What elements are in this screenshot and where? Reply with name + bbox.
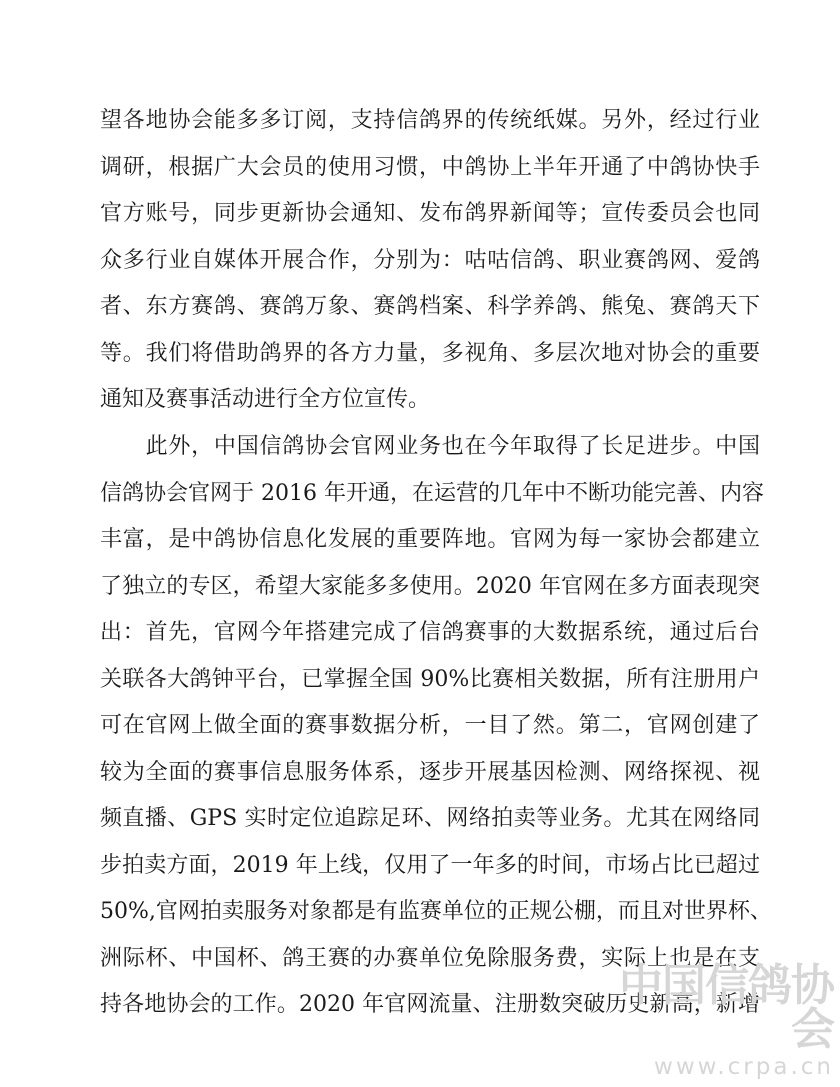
paragraph-1 <box>100 98 760 424</box>
text-line: 调研，根据广大会员的使用习惯，中鸽协上半年开通了中鸽协快手 <box>100 154 760 180</box>
text-line: 此外，中国信鸽协会官网业务也在今年取得了长足进步。中国 <box>100 434 760 459</box>
text-line: 出：首先，官网今年搭建完成了信鸽赛事的大数据系统，通过后台 <box>100 620 760 645</box>
text-line: 频直播、GPS 实时定位追踪足环、网络拍卖等业务。尤其在网络同 <box>100 806 760 831</box>
site-watermark <box>614 960 834 1080</box>
text-line: 通知及赛事活动进行全方位宣传。 <box>100 387 431 412</box>
text-line: 可在官网上做全面的赛事数据分析，一目了然。第二，官网创建了 <box>100 713 760 738</box>
text-line: 洲际杯、中国杯、鸽王赛的办赛单位免除服务费，实际上也是在支 <box>100 945 760 971</box>
text-line: 官方账号，同步更新协会通知、发布鸽界新闻等；宣传委员会也同 <box>100 201 760 226</box>
text-line: 了独立的专区，希望大家能多多使用。2020 年官网在多方面表现突 <box>100 573 760 599</box>
text-line: 步拍卖方面，2019 年上线，仅用了一年多的时间，市场占比已超过 <box>100 852 760 878</box>
text-line: 众多行业自媒体开展合作，分别为：咕咕信鸽、职业赛鸽网、爱鸽 <box>100 247 760 273</box>
text-line: 较为全面的赛事信息服务体系，逐步开展基因检测、网络探视、视 <box>100 759 760 785</box>
text-line: 信鸽协会官网于 2016 年开通，在运营的几年中不断功能完善、内容 <box>100 480 764 506</box>
text-line: 丰富，是中鸽协信息化发展的重要阵地。官网为每一家协会都建立 <box>100 527 760 552</box>
text-line: 50%,官网拍卖服务对象都是有监赛单位的正规公棚，而且对世界杯、 <box>100 899 772 924</box>
watermark-title: 中国信鸽协会 <box>619 960 834 1055</box>
text-line: 等。我们将借助鸽界的各方力量，多视角、多层次地对协会的重要 <box>100 340 760 366</box>
text-line: 持各地协会的工作。2020 年官网流量、注册数突破历史新高，新增 <box>100 992 760 1017</box>
text-line: 关联各大鸽钟平台，已掌握全国 90%比赛相关数据，所有注册用户 <box>100 666 760 692</box>
text-line: 者、东方赛鸽、赛鸽万象、赛鸽档案、科学养鸽、熊兔、赛鸽天下 <box>100 294 760 319</box>
watermark-url: www.crpa.cn <box>654 1054 834 1080</box>
paragraph-2 <box>100 424 772 1029</box>
text-line: 望各地协会能多多订阅，支持信鸽界的传统纸媒。另外，经过行业 <box>100 108 760 133</box>
